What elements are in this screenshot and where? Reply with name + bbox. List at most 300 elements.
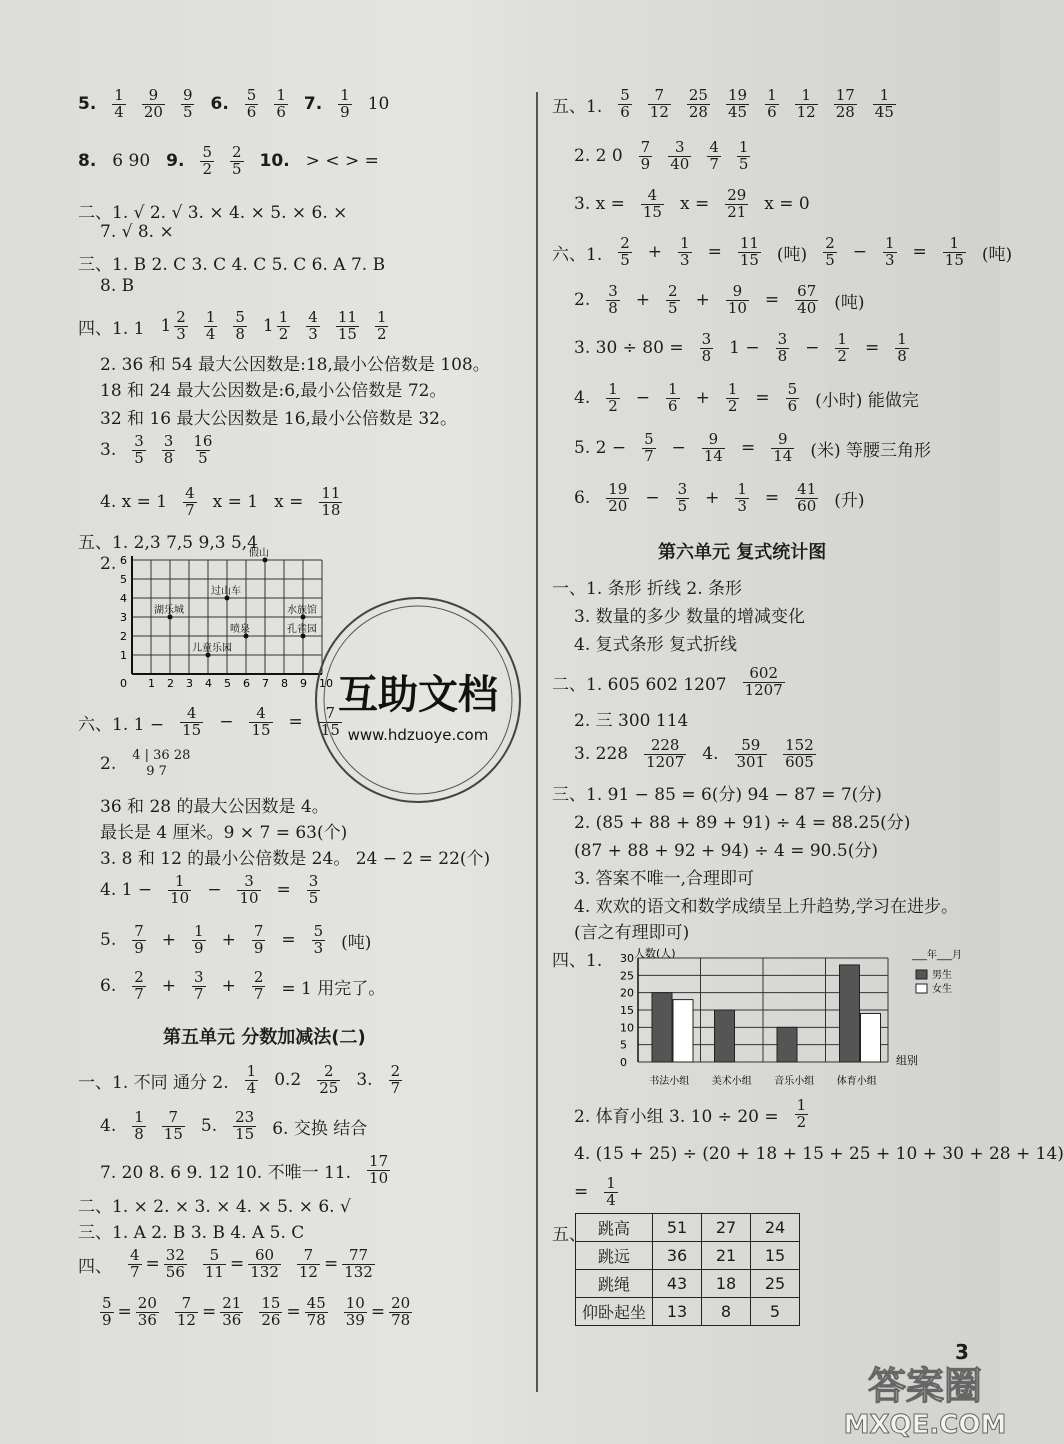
section-title-unit6 <box>658 538 826 564</box>
text: 4. <box>100 1116 117 1137</box>
legend-swatch <box>916 984 927 993</box>
whole-part: 1 <box>160 316 172 337</box>
text: 3. 30 ÷ 80 = <box>574 338 684 359</box>
denominator: 14 <box>773 446 793 465</box>
answer-line <box>574 836 878 861</box>
denominator: 78 <box>391 1310 411 1329</box>
denominator: 2 <box>837 346 847 365</box>
denominator: 7 <box>253 984 264 1003</box>
denominator: 301 <box>736 752 766 771</box>
table-cell: 15 <box>751 1242 800 1270</box>
text: 4. 复式条形 复式折线 <box>574 635 738 655</box>
fraction <box>726 382 740 415</box>
numerator: 1 <box>737 480 747 498</box>
fraction <box>128 1248 142 1281</box>
y-tick-label: 3 <box>120 611 127 624</box>
answer-line <box>78 145 379 178</box>
numerator: 5 <box>102 1294 112 1312</box>
denominator: 2 <box>727 396 738 415</box>
denominator: 5 <box>232 159 242 178</box>
grid-point-label: 喷泉 <box>230 624 250 635</box>
y-tick-label: 15 <box>620 1004 634 1017</box>
x-tick-label: 5 <box>224 677 231 690</box>
text: 一、1. 条形 折线 2. 条形 <box>552 579 743 599</box>
y-tick-label: 5 <box>620 1038 627 1052</box>
numerator: 4 <box>186 704 197 722</box>
text: 最长是 4 厘米。9 × 7 = 63(个) <box>100 823 348 843</box>
numerator: 1 <box>796 1096 807 1114</box>
category-label: 音乐小组 <box>774 1076 815 1087</box>
fraction <box>192 970 206 1003</box>
numerator: 19 <box>727 86 748 104</box>
fraction <box>307 874 321 907</box>
x-tick-label: 10 <box>319 677 333 690</box>
denominator: 9 <box>102 1310 112 1329</box>
denominator: 8 <box>163 448 174 467</box>
denominator: 45 <box>874 102 894 121</box>
answer-line <box>78 250 385 275</box>
x-tick-label: 3 <box>186 677 193 690</box>
text: = <box>764 290 780 311</box>
fraction <box>604 1176 618 1209</box>
text: + <box>695 388 710 409</box>
text: x = <box>274 492 304 513</box>
numerator: 23 <box>235 1108 255 1126</box>
numerator: 7 <box>253 922 264 940</box>
table-cell: 13 <box>653 1298 702 1326</box>
grid-point-label: 过山车 <box>211 586 241 597</box>
denominator: 6 <box>620 102 630 121</box>
text: 2. (85 + 88 + 89 + 91) ÷ 4 = 88.25(分) <box>574 813 911 833</box>
denominator: 39 <box>345 1310 365 1329</box>
text: − <box>219 712 234 733</box>
denominator: 20 <box>608 496 628 515</box>
fraction <box>203 1248 226 1281</box>
fraction <box>639 140 653 173</box>
numerator: 3 <box>163 432 174 450</box>
equivalent-fractions <box>100 1296 159 1329</box>
denominator: 5 <box>738 154 749 173</box>
answer-line <box>100 874 320 907</box>
table-cell: 24 <box>751 1214 800 1242</box>
text: = <box>574 1182 589 1203</box>
fraction <box>641 188 664 221</box>
text: 8. B <box>100 276 135 296</box>
text: 1 − <box>729 338 760 359</box>
numerator: 16 <box>193 432 213 450</box>
answer-line <box>100 818 347 843</box>
fraction <box>642 432 656 465</box>
answer-line <box>574 630 737 655</box>
short-division <box>132 748 190 779</box>
text: 五、1. 2,3 7,5 9,3 5,4 <box>78 533 258 553</box>
numerator: 3 <box>608 282 618 300</box>
fraction <box>259 1296 282 1329</box>
answer-line <box>100 1154 390 1187</box>
answer-line <box>78 1218 304 1243</box>
answer-line <box>574 1098 808 1131</box>
text: 2. <box>100 753 117 774</box>
equals-sign: = <box>286 1302 301 1323</box>
fraction <box>606 482 629 515</box>
denominator: 12 <box>796 102 816 121</box>
text: = 1 用完了。 <box>281 978 386 999</box>
answer-line <box>574 284 865 317</box>
numerator: 3 <box>677 480 688 498</box>
numerator: 1 <box>340 86 350 104</box>
fraction <box>132 970 146 1003</box>
denominator: 9 <box>134 938 144 957</box>
text: + <box>705 488 720 509</box>
text: 二、1. 605 602 1207 <box>552 674 727 695</box>
numerator: 1 <box>897 330 907 348</box>
y-tick-label: 4 <box>120 592 127 605</box>
text: 5. <box>78 94 97 115</box>
fraction <box>342 1248 375 1281</box>
answer-line <box>574 738 816 771</box>
fraction <box>618 88 632 121</box>
text: 4 | 36 28 <box>132 748 191 763</box>
fraction <box>743 666 785 699</box>
denominator: 12 <box>649 102 669 121</box>
text: 6. 交换 结合 <box>272 1118 368 1139</box>
equivalent-fractions <box>203 1248 281 1281</box>
numerator: 4 <box>130 1246 140 1264</box>
denominator: 12 <box>298 1262 318 1281</box>
denominator: 4 <box>606 1190 616 1209</box>
numerator: 2 <box>825 234 835 252</box>
text: 3. 228 <box>574 744 629 765</box>
denominator: 15 <box>739 250 759 269</box>
fraction <box>389 1064 403 1097</box>
answer-line <box>552 780 882 805</box>
grid-point-label: 孔雀园 <box>287 624 317 635</box>
numerator: 3 <box>194 968 204 986</box>
answer-line <box>100 350 490 375</box>
denominator: 4 <box>114 102 124 121</box>
fraction <box>776 332 790 365</box>
denominator: 36 <box>137 1310 157 1329</box>
numerator: 2 <box>324 1062 334 1080</box>
fraction <box>245 88 259 121</box>
answer-line <box>78 198 347 223</box>
denominator: 3 <box>737 496 747 515</box>
denominator: 5 <box>825 250 835 269</box>
denominator: 56 <box>165 1262 185 1281</box>
text: = <box>288 712 303 733</box>
numerator: 5 <box>644 430 654 448</box>
denominator: 5 <box>668 298 678 317</box>
denominator: 132 <box>250 1262 279 1281</box>
denominator: 6 <box>276 102 286 121</box>
numerator: 5 <box>787 380 798 398</box>
text: (米) 等腰三角形 <box>810 440 931 461</box>
stamp-main-text: 互助文档 <box>338 672 498 718</box>
numerator: 1 <box>801 86 811 104</box>
denominator: 3 <box>176 324 186 343</box>
text: > < > = <box>305 151 379 172</box>
denominator: 28 <box>835 102 855 121</box>
denominator: 15 <box>235 1124 255 1143</box>
numerator: 3 <box>134 432 144 450</box>
numerator: 67 <box>797 282 817 300</box>
table-cell: 5 <box>751 1298 800 1326</box>
numerator: 1 <box>738 138 749 156</box>
answer-line <box>78 528 258 553</box>
text: 9 7 <box>146 763 167 779</box>
fraction <box>367 1154 390 1187</box>
denominator: 7 <box>390 1078 401 1097</box>
numerator: 3 <box>244 872 254 890</box>
sports-table <box>575 1213 800 1326</box>
denominator: 2 <box>278 324 289 343</box>
numerator: 20 <box>391 1294 411 1312</box>
stamp-url-text: www.hdzuoye.com <box>347 726 489 744</box>
answer-line <box>100 844 490 869</box>
numerator: 1 <box>376 308 387 326</box>
fraction <box>389 1296 412 1329</box>
denominator: 3 <box>313 938 324 957</box>
numerator: 5 <box>246 86 257 104</box>
text: 10 <box>367 94 390 115</box>
denominator: 2 <box>202 159 212 178</box>
text: (吨) <box>776 244 808 265</box>
denominator: 10 <box>239 888 259 907</box>
fraction <box>735 738 768 771</box>
text: + <box>647 242 663 263</box>
numerator: 4 <box>709 138 719 156</box>
numerator: 1 <box>278 308 289 326</box>
text: 六、1. 1 − <box>78 714 165 735</box>
answer-line <box>574 482 865 515</box>
numerator: 3 <box>308 872 319 890</box>
fraction <box>317 1064 340 1097</box>
x-tick-label: 8 <box>281 677 288 690</box>
numerator: 4 <box>647 186 658 204</box>
numerator: 5 <box>235 308 245 326</box>
answer-line <box>78 88 389 121</box>
fraction <box>233 310 247 343</box>
denominator: 12 <box>176 1310 196 1329</box>
origin-label: 0 <box>120 677 127 690</box>
text: − <box>671 438 686 459</box>
x-tick-label: 4 <box>205 677 212 690</box>
table-cell: 43 <box>653 1270 702 1298</box>
numerator: 2 <box>390 1062 401 1080</box>
equivalent-fractions <box>128 1248 187 1281</box>
answer-line <box>574 808 910 833</box>
answer-line <box>552 88 896 121</box>
y-axis-label: 人数(人) <box>634 947 676 960</box>
equivalent-fractions <box>297 1248 375 1281</box>
section-title-unit5 <box>163 1023 366 1049</box>
numerator: 9 <box>732 282 743 300</box>
numerator: 10 <box>345 1294 365 1312</box>
text: 9. <box>166 151 185 172</box>
numerator: 9 <box>708 430 719 448</box>
text: 8. <box>78 151 97 172</box>
numerator: 11 <box>739 234 759 252</box>
denominator: 8 <box>701 346 712 365</box>
fraction <box>312 924 326 957</box>
denominator: 7 <box>709 154 719 173</box>
numerator: 1 <box>879 86 890 104</box>
denominator: 9 <box>340 102 350 121</box>
x-axis-label: 组别 <box>896 1054 918 1067</box>
denominator: 78 <box>306 1310 326 1329</box>
numerator: 15 <box>261 1294 281 1312</box>
fraction <box>700 332 714 365</box>
fraction <box>191 434 214 467</box>
date-label: ___年___月 <box>912 950 962 961</box>
numerator: 602 <box>749 664 778 682</box>
numerator: 1 <box>134 1108 144 1126</box>
denominator: 6 <box>767 102 777 121</box>
y-tick-label: 10 <box>620 1021 634 1035</box>
bar-female <box>861 1013 881 1062</box>
text: 一、1. 不同 通分 2. <box>78 1072 229 1093</box>
denominator: 2 <box>796 1112 807 1131</box>
category-label: 书法小组 <box>649 1076 690 1087</box>
text: 0.2 <box>274 1070 302 1091</box>
numerator: 5 <box>209 1246 220 1264</box>
text: 7. <box>303 94 323 115</box>
numerator: 1 <box>606 1174 616 1192</box>
text: = <box>764 488 780 509</box>
numerator: 1 <box>114 86 124 104</box>
x-tick-label: 7 <box>262 677 269 690</box>
denominator: 4 <box>246 1078 257 1097</box>
page-number: 3 <box>955 1340 969 1364</box>
fraction <box>204 310 218 343</box>
table-row <box>576 1242 800 1270</box>
mixed-number <box>160 310 187 343</box>
text: 4. 1 − <box>100 880 153 901</box>
table-cell: 51 <box>653 1214 702 1242</box>
numerator: 3 <box>674 138 685 156</box>
answer-line <box>574 602 805 627</box>
text: 7. √ 8. × <box>100 222 174 242</box>
answer-line <box>574 1176 618 1209</box>
denominator: 2 <box>608 396 618 415</box>
text: (小时) 能做完 <box>815 390 919 411</box>
answer-line <box>552 236 1012 269</box>
bar-female <box>673 1000 693 1062</box>
text: 3. 数量的多少 数量的增减变化 <box>574 607 806 627</box>
fraction <box>786 382 800 415</box>
text: 6 90 <box>112 151 151 172</box>
table-cell: 36 <box>653 1242 702 1270</box>
denominator: 40 <box>670 154 690 173</box>
mxqe-watermark-logo <box>843 1355 1007 1440</box>
numerator: 1 <box>668 380 678 398</box>
table-cell: 跳远 <box>576 1242 653 1270</box>
denominator: 605 <box>785 752 814 771</box>
fraction <box>174 310 188 343</box>
fraction <box>132 1110 146 1143</box>
watermark-text: 答案圈 <box>867 1364 983 1408</box>
numerator: 60 <box>255 1246 275 1264</box>
text: 第五单元 分数加减法(二) <box>163 1027 366 1048</box>
fraction <box>795 482 818 515</box>
text: 四、1. <box>552 951 603 971</box>
answer-line <box>100 376 446 401</box>
denominator: 7 <box>130 1262 140 1281</box>
denominator: 15 <box>163 1124 183 1143</box>
text: − <box>207 880 222 901</box>
denominator: 9 <box>194 938 204 957</box>
denominator: 3 <box>308 324 318 343</box>
fraction <box>192 924 206 957</box>
text: 7. 20 8. 6 9. 12 10. 不唯一 11. <box>100 1162 352 1183</box>
fraction <box>277 310 291 343</box>
fraction <box>180 706 203 739</box>
denominator: 7 <box>194 984 204 1003</box>
numerator: 7 <box>134 922 144 940</box>
denominator: 15 <box>642 202 662 221</box>
denominator: 18 <box>321 500 341 519</box>
grid-point-label: 湖乐城 <box>154 605 184 616</box>
denominator: 60 <box>797 496 817 515</box>
fraction <box>162 434 176 467</box>
fraction <box>100 1296 114 1329</box>
denominator: 9 <box>253 938 264 957</box>
fraction <box>883 236 897 269</box>
text: 2. 三 300 114 <box>574 711 689 731</box>
text: (言之有理即可) <box>574 923 690 943</box>
coordinate-grid <box>110 548 340 692</box>
fraction <box>873 88 896 121</box>
numerator: 9 <box>148 86 159 104</box>
fraction <box>618 236 632 269</box>
equals-sign: = <box>370 1302 386 1323</box>
equals-sign: = <box>229 1254 245 1275</box>
denominator: 28 <box>688 102 708 121</box>
numerator: 2 <box>176 308 186 326</box>
answer-line <box>100 748 190 779</box>
answer-line <box>100 970 385 1003</box>
category-label: 美术小组 <box>711 1076 752 1087</box>
numerator: 41 <box>797 480 817 498</box>
numerator: 7 <box>640 138 651 156</box>
numerator: 59 <box>741 736 761 754</box>
fraction <box>795 1098 809 1131</box>
fraction <box>249 706 272 739</box>
fraction <box>344 1296 367 1329</box>
text: = <box>707 242 722 263</box>
fraction <box>375 310 389 343</box>
fraction <box>644 738 686 771</box>
category-label: 体育小组 <box>836 1076 877 1087</box>
numerator: 9 <box>778 430 788 448</box>
whole-part: 1 <box>262 316 274 337</box>
table-row <box>576 1214 800 1242</box>
text: 第六单元 复式统计图 <box>658 542 827 563</box>
fraction <box>725 188 748 221</box>
grid-point-label: 假山 <box>249 548 269 559</box>
text: 6. <box>574 488 591 509</box>
answer-line <box>574 382 919 415</box>
numerator: 2 <box>253 968 264 986</box>
text: 3. <box>356 1070 373 1091</box>
text: 三、1. A 2. B 3. B 4. A 5. C <box>78 1223 305 1243</box>
fraction <box>668 140 691 173</box>
denominator: 7 <box>644 446 654 465</box>
numerator: 3 <box>701 330 712 348</box>
fraction <box>735 482 749 515</box>
answer-line <box>100 1296 412 1329</box>
text: 2. 36 和 54 最大公因数是:18,最小公倍数是 108。 <box>100 355 490 375</box>
